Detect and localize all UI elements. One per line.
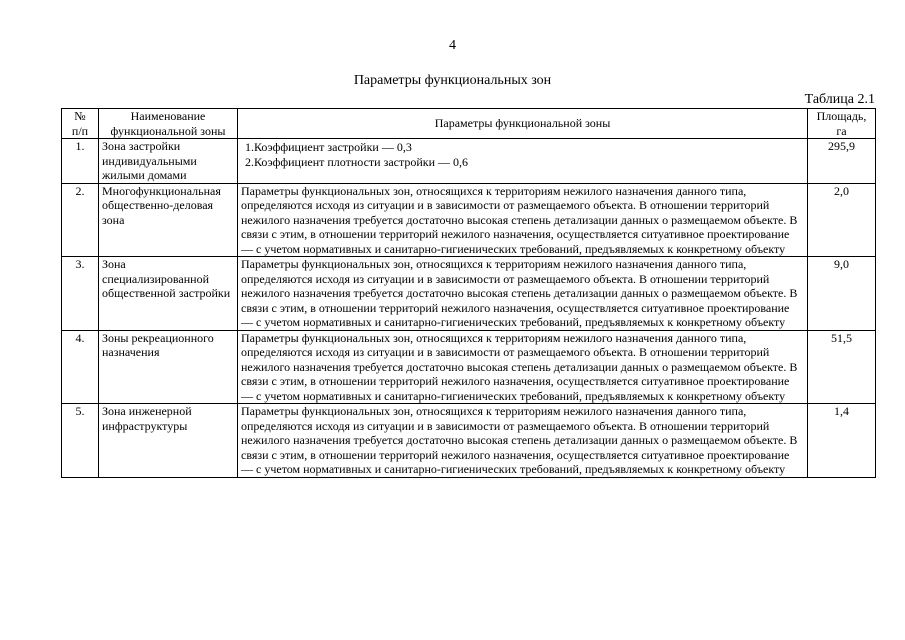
table-row <box>62 183 876 257</box>
header-zone-name: Наименование функциональной зоны <box>99 109 238 139</box>
row-number: 3. <box>62 257 99 331</box>
row-number: 4. <box>62 330 99 404</box>
parameter-item: 2.Коэффициент плотности застройки — 0,6 <box>245 154 469 169</box>
zone-parameters: Параметры функциональных зон, относящихся к территориям нежилого назначения данного типа, определяются исходя из ситуации и в зависимости от размещаемого объекта. В отношении территорий нежилого назначения требуется достаточно высокая степень детализации данных о размещаемом объекте. В связи с этим, в отношении территорий нежилого назначения, осуществляется ситуативное проектирование — с учетом нормативных и санитарно-гигиенических требований, предъявляемых к конкретному объекту <box>238 330 808 404</box>
header-num: № п/п <box>62 109 99 139</box>
zone-parameters-table <box>61 108 876 478</box>
document-title: Параметры функциональных зон <box>353 73 552 88</box>
table-label: Таблица 2.1 <box>804 92 875 107</box>
zone-area: 51,5 <box>808 330 876 404</box>
zone-parameters: Параметры функциональных зон, относящихся к территориям нежилого назначения данного типа, определяются исходя из ситуации и в зависимости от размещаемого объекта. В отношении территорий нежилого назначения требуется достаточно высокая степень детализации данных о размещаемом объекте. В связи с этим, в отношении территорий нежилого назначения, осуществляется ситуативное проектирование — с учетом нормативных и санитарно-гигиенических требований, предъявляемых к конкретному объекту <box>238 183 808 257</box>
table-row <box>62 330 876 404</box>
zone-name: Многофункциональная общественно-деловая зона <box>99 183 238 257</box>
table-row <box>62 257 876 331</box>
header-parameters: Параметры функциональной зоны <box>238 109 808 139</box>
row-number: 2. <box>62 183 99 257</box>
zone-parameters: Параметры функциональных зон, относящихся к территориям нежилого назначения данного типа, определяются исходя из ситуации и в зависимости от размещаемого объекта. В отношении территорий нежилого назначения требуется достаточно высокая степень детализации данных о размещаемом объекте. В связи с этим, в отношении территорий нежилого назначения, осуществляется ситуативное проектирование — с учетом нормативных и санитарно-гигиенических требований, предъявляемых к конкретному объекту <box>238 257 808 331</box>
zone-name: Зона застройки индивидуальными жилыми домами <box>99 139 238 184</box>
zone-name: Зоны рекреационного назначения <box>99 330 238 404</box>
table-row <box>62 139 876 184</box>
zone-area: 2,0 <box>808 183 876 257</box>
page-number: 4 <box>449 38 456 53</box>
table-row <box>62 404 876 478</box>
parameter-item: 1.Коэффициент застройки — 0,3 <box>245 140 412 154</box>
zone-parameters: Параметры функциональных зон, относящихся к территориям нежилого назначения данного типа, определяются исходя из ситуации и в зависимости от размещаемого объекта. В отношении территорий нежилого назначения требуется достаточно высокая степень детализации данных о размещаемом объекте. В связи с этим, в отношении территорий нежилого назначения, осуществляется ситуативное проектирование — с учетом нормативных и санитарно-гигиенических требований, предъявляемых к конкретному объекту <box>238 404 808 478</box>
zone-name: Зона специализированной общественной застройки <box>99 257 238 331</box>
zone-area: 295,9 <box>808 139 876 184</box>
zone-area: 9,0 <box>808 257 876 331</box>
zone-name: Зона инженерной инфраструктуры <box>99 404 238 478</box>
table-header-row <box>62 109 876 139</box>
zone-area: 1,4 <box>808 404 876 478</box>
header-area: Площадь, га <box>808 109 876 139</box>
row-number: 5. <box>62 404 99 478</box>
zone-parameters <box>238 139 808 184</box>
row-number: 1. <box>62 139 99 184</box>
